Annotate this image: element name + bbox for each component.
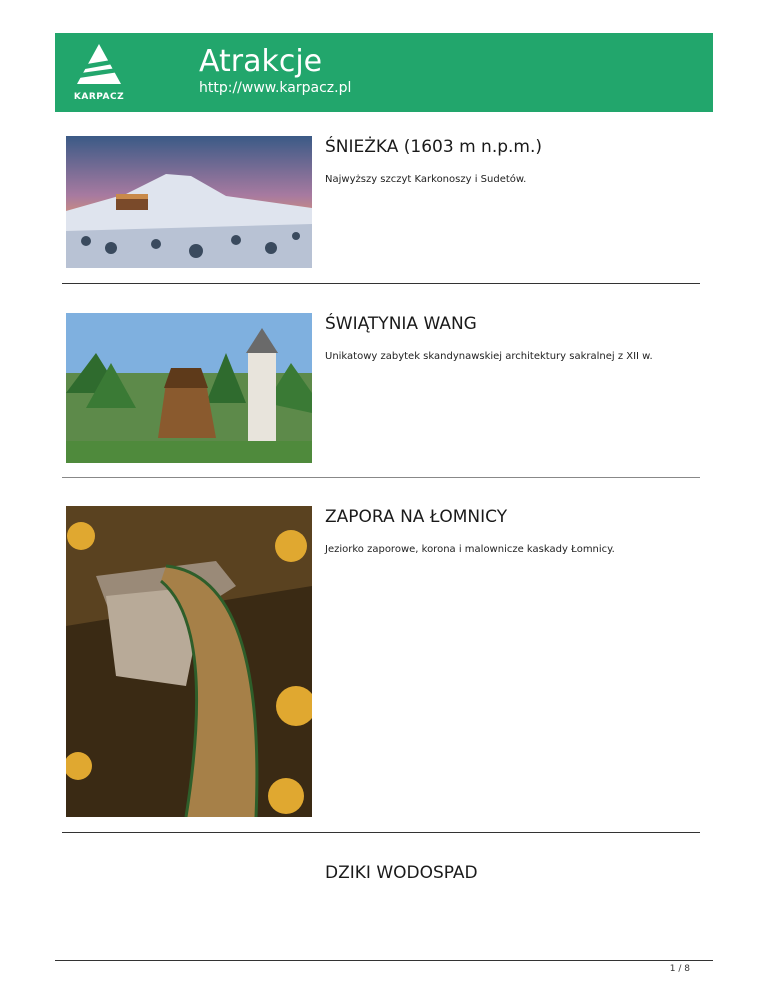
attraction-description: Jeziorko zaporowe, korona i malownicze kaskady Łomnicy. <box>325 544 615 555</box>
attraction-title: ŚNIEŻKA (1603 m n.p.m.) <box>325 137 543 157</box>
wang-temple-photo <box>66 313 312 463</box>
divider <box>62 832 700 833</box>
attraction-title: DZIKI WODOSPAD <box>325 863 478 883</box>
page-title: Atrakcje <box>199 44 323 79</box>
footer-divider <box>55 960 713 961</box>
attraction-title: ŚWIĄTYNIA WANG <box>325 314 477 334</box>
page-number: 1 / 8 <box>669 964 690 974</box>
attraction-description: Unikatowy zabytek skandynawskiej architektury sakralnej z XII w. <box>325 351 653 362</box>
karpacz-logo <box>69 42 129 104</box>
divider <box>62 283 700 284</box>
attraction-description: Najwyższy szczyt Karkonoszy i Sudetów. <box>325 174 527 185</box>
attraction-title: ZAPORA NA ŁOMNICY <box>325 507 508 527</box>
dam-photo <box>66 506 312 817</box>
divider <box>62 477 700 478</box>
site-url[interactable]: http://www.karpacz.pl <box>199 80 352 96</box>
logo-text: KARPACZ <box>73 92 125 102</box>
sniezka-photo <box>66 136 312 268</box>
mountain-logo-icon <box>69 42 129 92</box>
page-header <box>55 33 713 112</box>
